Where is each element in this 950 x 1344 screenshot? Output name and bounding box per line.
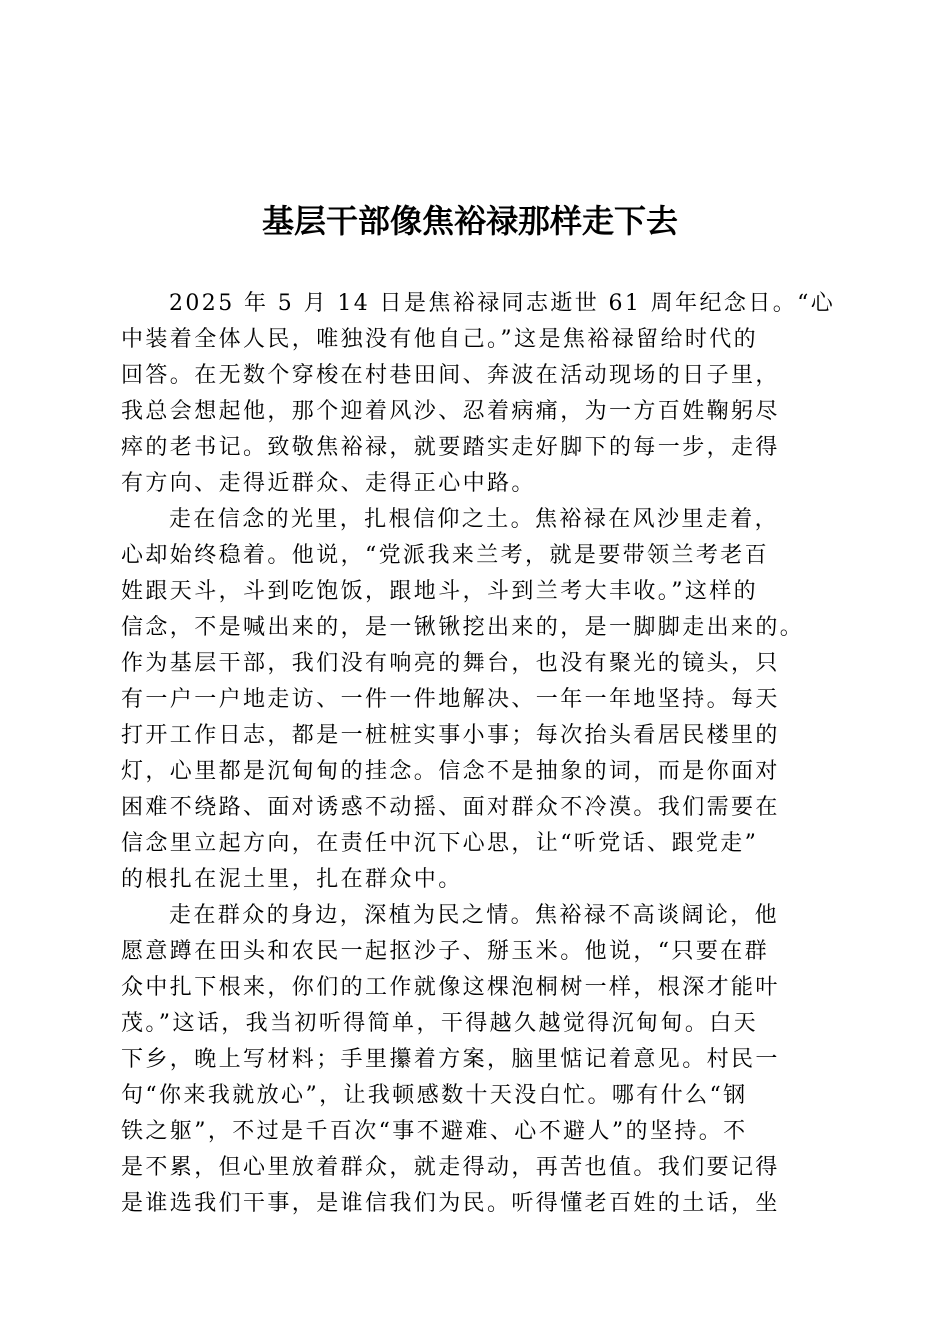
paragraph-2 xyxy=(121,502,823,898)
text-line: 有一户一户地走访、一件一件地解决、一年一年地坚持。每天 xyxy=(121,687,780,712)
text-line: 铁之躯”，不过是千百次“事不避难、心不避人”的坚持。不 xyxy=(121,1119,748,1144)
document-title: 基层干部像焦裕禄那样走下去 xyxy=(261,202,678,240)
text-line: 灯，心里都是沉甸甸的挂念。信念不是抽象的词，而是你面对 xyxy=(121,759,780,784)
text-line: 信念里立起方向，在责任中沉下心思，让“听党话、跟党走” xyxy=(121,831,759,856)
text-line: 是谁选我们干事，是谁信我们为民。听得懂老百姓的土话，坐 xyxy=(121,1191,780,1216)
paragraph-1 xyxy=(121,286,836,502)
text-line: 众中扎下根来，你们的工作就像这棵泡桐树一样，根深才能叶 xyxy=(121,975,780,1000)
text-line: 回答。在无数个穿梭在村巷田间、奔波在活动现场的日子里， xyxy=(121,363,780,388)
text-line: 姓跟天斗，斗到吃饱饭，跟地斗，斗到兰考大丰收。”这样的 xyxy=(121,579,759,604)
text-line: 我总会想起他，那个迎着风沙、忍着病痛，为一方百姓鞠躬尽 xyxy=(121,399,780,424)
text-line: 作为基层干部，我们没有响亮的舞台，也没有聚光的镜头，只 xyxy=(121,651,780,676)
text-line: 信念，不是喊出来的，是一锹锹挖出来的，是一脚脚走出来的。 xyxy=(121,615,805,640)
text-line: 心却始终稳着。他说，“党派我来兰考，就是要带领兰考老百 xyxy=(121,543,770,568)
text-line: 茂。”这话，我当初听得简单，干得越久越觉得沉甸甸。白天 xyxy=(121,1011,759,1036)
text-line: 有方向、走得近群众、走得正心中路。 xyxy=(121,471,536,496)
text-line: 下乡，晚上写材料；手里攥着方案，脑里惦记着意见。村民一 xyxy=(121,1047,780,1072)
text-line: 2025 年 5 月 14 日是焦裕禄同志逝世 61 周年纪念日。“心 xyxy=(169,291,836,316)
text-line: 句“你来我就放心”，让我顿感数十天没白忙。哪有什么“钢 xyxy=(121,1083,748,1108)
text-line: 困难不绕路、面对诱惑不动摇、面对群众不冷漠。我们需要在 xyxy=(121,795,780,820)
paragraph-3 xyxy=(121,898,823,1222)
document-body xyxy=(121,286,836,1222)
text-line: 中装着全体人民，唯独没有他自己。”这是焦裕禄留给时代的 xyxy=(121,327,759,352)
text-line: 打开工作日志，都是一桩桩实事小事；每次抬头看居民楼里的 xyxy=(121,723,780,748)
text-line: 是不累，但心里放着群众，就走得动，再苦也值。我们要记得 xyxy=(121,1155,780,1180)
text-line: 瘁的老书记。致敬焦裕禄，就要踏实走好脚下的每一步，走得 xyxy=(121,435,780,460)
text-line: 走在信念的光里，扎根信仰之土。焦裕禄在风沙里走着， xyxy=(169,507,780,532)
text-line: 的根扎在泥土里，扎在群众中。 xyxy=(121,867,463,892)
text-line: 走在群众的身边，深植为民之情。焦裕禄不高谈阔论，他 xyxy=(169,903,780,928)
text-line: 愿意蹲在田头和农民一起抠沙子、掰玉米。他说，“只要在群 xyxy=(121,939,770,964)
